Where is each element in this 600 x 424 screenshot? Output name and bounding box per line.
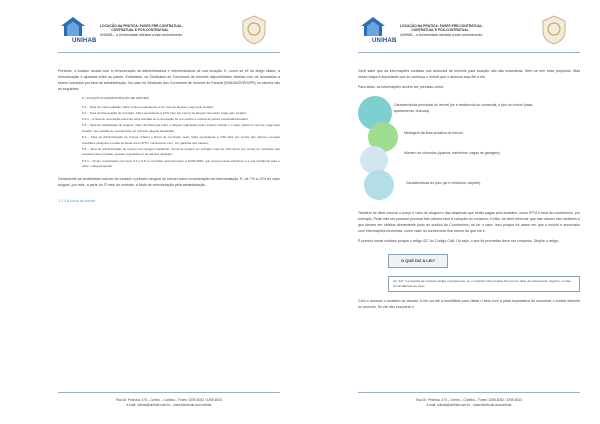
list-title: 5. LOCAÇÃO E ADMINISTRAÇÃO DE IMÓVEIS [82, 96, 149, 100]
footer-address: Rua Dr. Pedrosa, 475 – Centro – Curitiba – Fones: 3259-6032 / 3259-6033 [416, 398, 522, 402]
paragraph: Também se deve colocar o preço e valor do aluguel e das despesas que serão pagas pelo locatário, como IPTU e taxa de condomínio, por exemplo. Pode não ser possível precisar tais valores face à variação do consumo. Então, se deve informar que tais valores são variáveis e que devem ser obtidos diretamente junto ao síndico do Condomínio, se for o caso. Isso porque há casos em que o imóvel é anunciado com informações incorretas, como valor do condomínio fica menor do que ele é. [358, 211, 580, 233]
right-body [358, 68, 580, 314]
law-box-title: O QUE DIZ A LEI? [388, 254, 448, 268]
list-item: 5.3 – Taxa de Atualização de Aluguel: Valor da diferença entre o aluguel reajustado pelos índices oficiais e o valor obtido no acordo, pago pelo locador, por ocasião do recebimento do primeiro aluguel atualizado; [82, 123, 280, 133]
logo-text: UNIHAB [372, 38, 397, 44]
header-divider [358, 52, 580, 53]
header-line-1: LOCAÇÃO NA PRÁTICA: FASES PRÉ-CONTRATUAL, [100, 24, 183, 28]
paragraph: Você sabe que as informações contidas nos anúncios de imóveis para locação não são exaustivas. Nem se tem esse propósito. Mas nesse etapa é importante que se conheça o imóvel que o anúncio seja fiel a ele. [358, 69, 580, 79]
header-divider [58, 52, 280, 53]
cycle-circle [364, 170, 394, 200]
seal-icon [540, 14, 568, 46]
footer-divider [358, 392, 580, 393]
header-line-3: UNIHAB – a Universidade atrelada a este conhecimento [400, 32, 483, 37]
footer-email[interactable]: e-mail: unihab@unihab.com.br – www.facebook.com/unihab [426, 403, 512, 407]
header-title [400, 24, 560, 37]
footer-address: Rua Dr. Pedrosa, 475 – Centro – Curitiba – Fones: 3259-6032 / 3259-6033 [116, 398, 222, 402]
unihab-logo [358, 14, 397, 46]
unihab-logo [58, 14, 97, 46]
list-item: 5.2 – Taxa de Renovação de Contrato: Valor equivalente a 10% (dez por cento) do aluguel renovado, pago pelo locador; [82, 110, 247, 115]
fee-list [82, 96, 280, 170]
seal-icon [240, 14, 268, 46]
paragraph: Com o anúncio o locatário se atraído. A ele vai até a imobiliária para visitar o bem com a justa expectativa de encontrar o imóvel descrito no anúncio. Se ele não encontrar o [358, 298, 580, 309]
page-footer [358, 398, 580, 408]
paragraph: Portanto, o locador arcará com a remuneração da administradora e intermediadora de sua locação. E, como se vê do artigo citado, a remuneração é ajustada entre as partes. Entretanto, os Sindicatos de Corretores de Imóveis disponibilizam tabelas com os honorários a serem cobrados por taxa de administração. No caso do Sindicato dos Corretores de Imóveis do Paraná (SINDIMÓVEIS/PR) os valores são os seguintes: [58, 69, 280, 91]
header-line-2: CONTRATUAL E PÓS-CONTRATUAL [411, 28, 469, 33]
page-footer [58, 398, 280, 408]
right-page [300, 0, 600, 424]
header-title [100, 24, 260, 37]
paragraph: Para tanto, as informações devem ser precisas como: [358, 85, 444, 89]
section-caption[interactable]: 1.3.3 A única do imóvel [58, 198, 96, 203]
paragraph: Geralmente as imobiliárias cobram do locador o primeiro aluguel do imóvel como remuneração da intermediação. E, de 7% a 12% do valor aluguel, por mês, a partir do 2º mês do contrato, a título de remuneração pela administração. [58, 176, 280, 187]
footer-email[interactable]: e-mail: unihab@unihab.com.br – www.facebook.com/unihab [126, 403, 212, 407]
header-line-2: CONTRATUAL E PÓS-CONTRATUAL [111, 28, 169, 33]
left-body [58, 68, 280, 204]
cycle-label: Características do piso (se é cerâmica, carpete). [406, 181, 482, 185]
list-item: 5.5.1 – Ficam ressalvados nos itens 5.4 e 5.5 os contratos anteriormente a 31/01/1993, que prevem taxas inferiores e a sua incidência para o valor o aluguel líquido. [82, 158, 280, 169]
logo-text: UNIHAB [72, 38, 97, 44]
cycle-label: Metragem da área privativa do imóvel. [404, 131, 464, 135]
footer-divider [58, 392, 280, 393]
page-header [40, 14, 300, 52]
list-item: 5.1 – Taxa de intermediação: Valor mínimo equivalente a um mês de aluguel, pago pelo locador; [82, 104, 214, 109]
list-item: 5.2.1 – A taxa de renovação somente será cobrada se a renovação for por escrito e restrita às partes proprietário/locador; [82, 116, 249, 121]
list-item: 5.5 – Taxa de Administração de Imóvel com Aluguel Garantido: Somente poderá ser cobrado mais de 12% (doze por cento) do montante dos recebimentos mensais, quando a garantia for de até dez aluguéis; [82, 146, 280, 157]
law-quote: Art. 427. A proposta de contrato obriga o proponente, se o contrário não resultar dos termos dela, da natureza do negócio, ou das circunstâncias do caso. [388, 276, 580, 292]
cycle-label: Características principais do imóvel (se é residencial ou comercial, o tipo do imóvel (casa, apartamento, chácara). [394, 103, 534, 113]
cycle-label: Número de cômodos (quartos, banheiros, vagas de garagem). [404, 151, 501, 155]
house-logo-icon [358, 14, 388, 38]
house-logo-icon [58, 14, 88, 38]
page-header [340, 14, 600, 52]
info-cycle-diagram [358, 96, 580, 200]
list-item: 5.4 – Taxa de Administração de Imóvel Urbano e Rural do município sede: Valor equivalente a 10% (dez por cento) dos valores mensais recebidos (aluguéis e todas as taxas como IPTU, condomínio etc.), em garantia dos valores; [82, 134, 280, 145]
header-line-3: UNIHAB – a Universidade atrelada a este conhecimento [100, 32, 183, 37]
paragraph: É preciso tomar cuidado porque o artigo 427 do Código Civil. Ou seja, o que foi prometido deve ser cumprido. Dispõe o artigo: [358, 239, 559, 243]
header-line-1: LOCAÇÃO NA PRÁTICA: FASES PRÉ-CONTRATUAL, [400, 24, 483, 28]
